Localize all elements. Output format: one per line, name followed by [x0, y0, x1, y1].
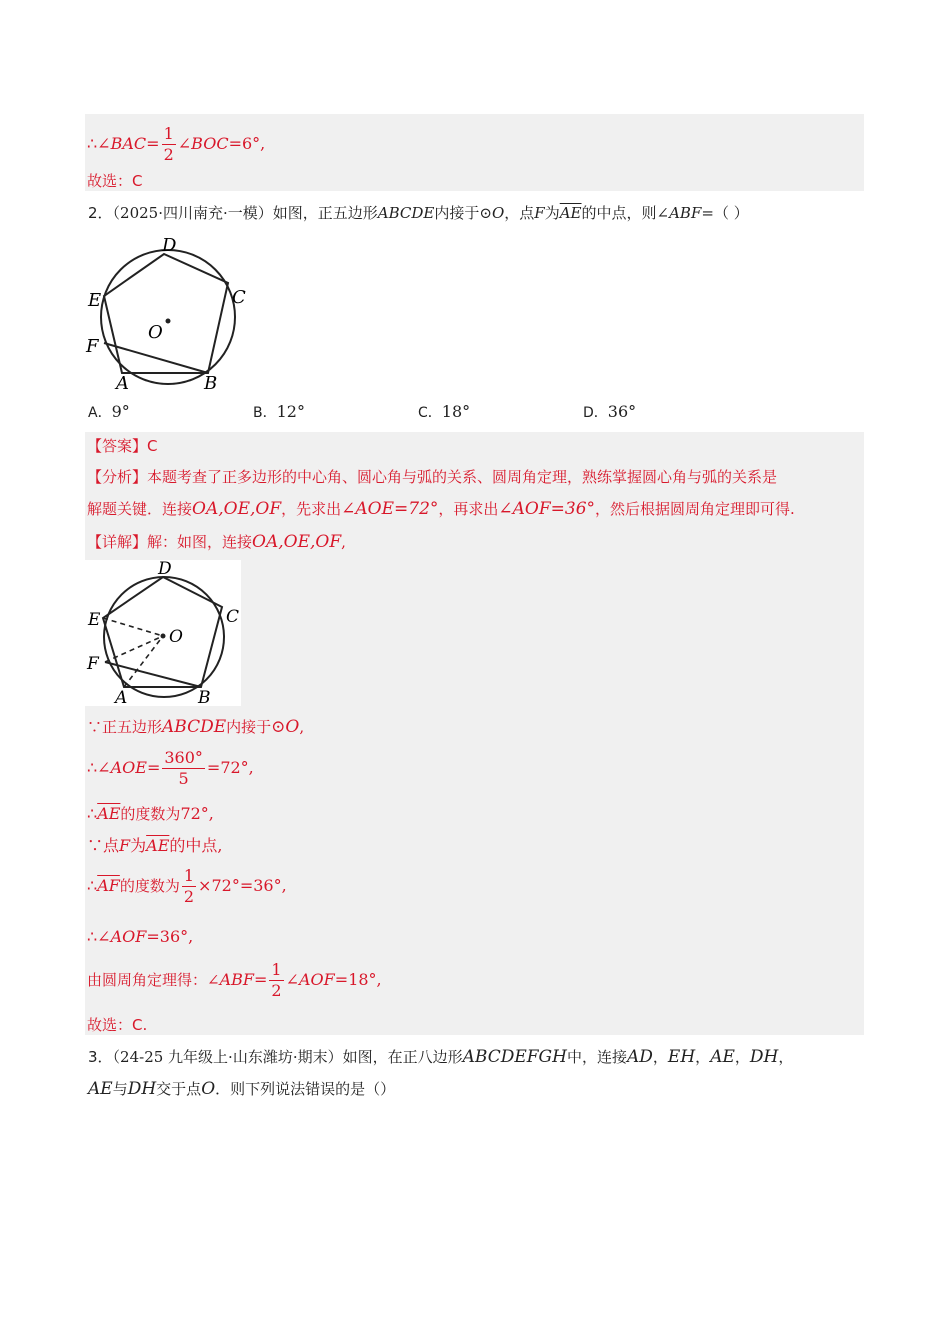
choice-a[interactable]: A．9°: [88, 402, 130, 421]
label-F-2: F: [87, 654, 99, 674]
choice-b[interactable]: B．12°: [253, 402, 305, 421]
fraction-half: $\frac{1}{2}$: [163, 124, 174, 164]
step-6: ∴∠AOF=36°,: [87, 927, 194, 946]
label-A: A: [116, 373, 129, 394]
label-O-2: O: [169, 627, 183, 647]
question-2-stem: 2．（2025·四川南充·一模）如图，正五边形ABCDE内接于⊙O，点F为$\overline{AE}$的中点，则∠ABF=（ ）: [88, 204, 749, 222]
pentagon-figure: [84, 236, 254, 396]
label-E-2: E: [88, 610, 101, 630]
answer-block: [85, 432, 864, 1035]
question-3-line1: 3．（24-25 九年级上·山东潍坊·期末）如图，在正八边形ABCDEFGH中，连接AD，EH，AE，DH，: [88, 1047, 794, 1067]
choice-c[interactable]: C．18°: [418, 402, 471, 421]
step-7: 由圆周角定理得：∠ABF= $\frac{1}{2}$ ∠AOF=18°,: [87, 960, 382, 1000]
choice-d[interactable]: D．36°: [583, 402, 637, 421]
step-4: ∵点F为$\overline{AE}$的中点,: [87, 836, 223, 855]
step-1: ∵正五边形ABCDE内接于⊙O,: [87, 717, 305, 737]
prev-solution-line1: ∴∠BAC= $\frac{1}{2}$ ∠BOC=6°,: [87, 124, 266, 164]
label-D-2: D: [158, 560, 172, 579]
label-O: O: [148, 322, 163, 343]
step-5: $\therefore\overline{AF}$的度数为 $\frac{1}{2}$ ×72°=36°,: [87, 866, 287, 906]
arc-ae: $\overline{AE}$: [559, 204, 582, 222]
label-C-2: C: [226, 607, 240, 627]
question-3-line2: AE与DH交于点O．则下列说法错误的是（）: [88, 1079, 396, 1099]
fraction-half-3: $\frac{1}{2}$: [271, 960, 282, 1000]
fraction-360-over-5: $\frac{360^\circ}{5}$: [164, 748, 203, 788]
analysis-line2: 解题关键．连接OA,OE,OF，先求出∠AOE=72°，再求出∠AOF=36°，然后根据圆周角定理即可得.: [87, 499, 795, 519]
prev-solution-conclusion: 故选：C: [87, 172, 143, 190]
step-2: ∴∠AOE= $\frac{360^\circ}{5}$ =72°,: [87, 748, 254, 788]
detail-line: 【详解】解：如图，连接OA,OE,OF,: [87, 532, 346, 552]
label-F: F: [86, 336, 99, 357]
prev-solution-block: [85, 114, 864, 191]
pentagon-figure-with-radii: [85, 560, 241, 706]
label-A-2: A: [115, 688, 128, 706]
label-E: E: [88, 290, 102, 311]
fraction-half-2: $\frac{1}{2}$: [183, 866, 195, 906]
label-B-2: B: [198, 688, 211, 706]
label-D: D: [162, 236, 177, 256]
step-conclusion: 故选：C.: [87, 1016, 148, 1034]
label-B: B: [204, 373, 218, 394]
label-C: C: [232, 287, 246, 308]
step-3: $\therefore\overline{AE}$的度数为72°,: [87, 804, 214, 823]
answer-line: 【答案】C: [87, 437, 158, 455]
analysis-line1: 【分析】本题考查了正多边形的中心角、圆心角与弧的关系、圆周角定理，熟练掌握圆心角与弧的关系是: [87, 468, 778, 486]
